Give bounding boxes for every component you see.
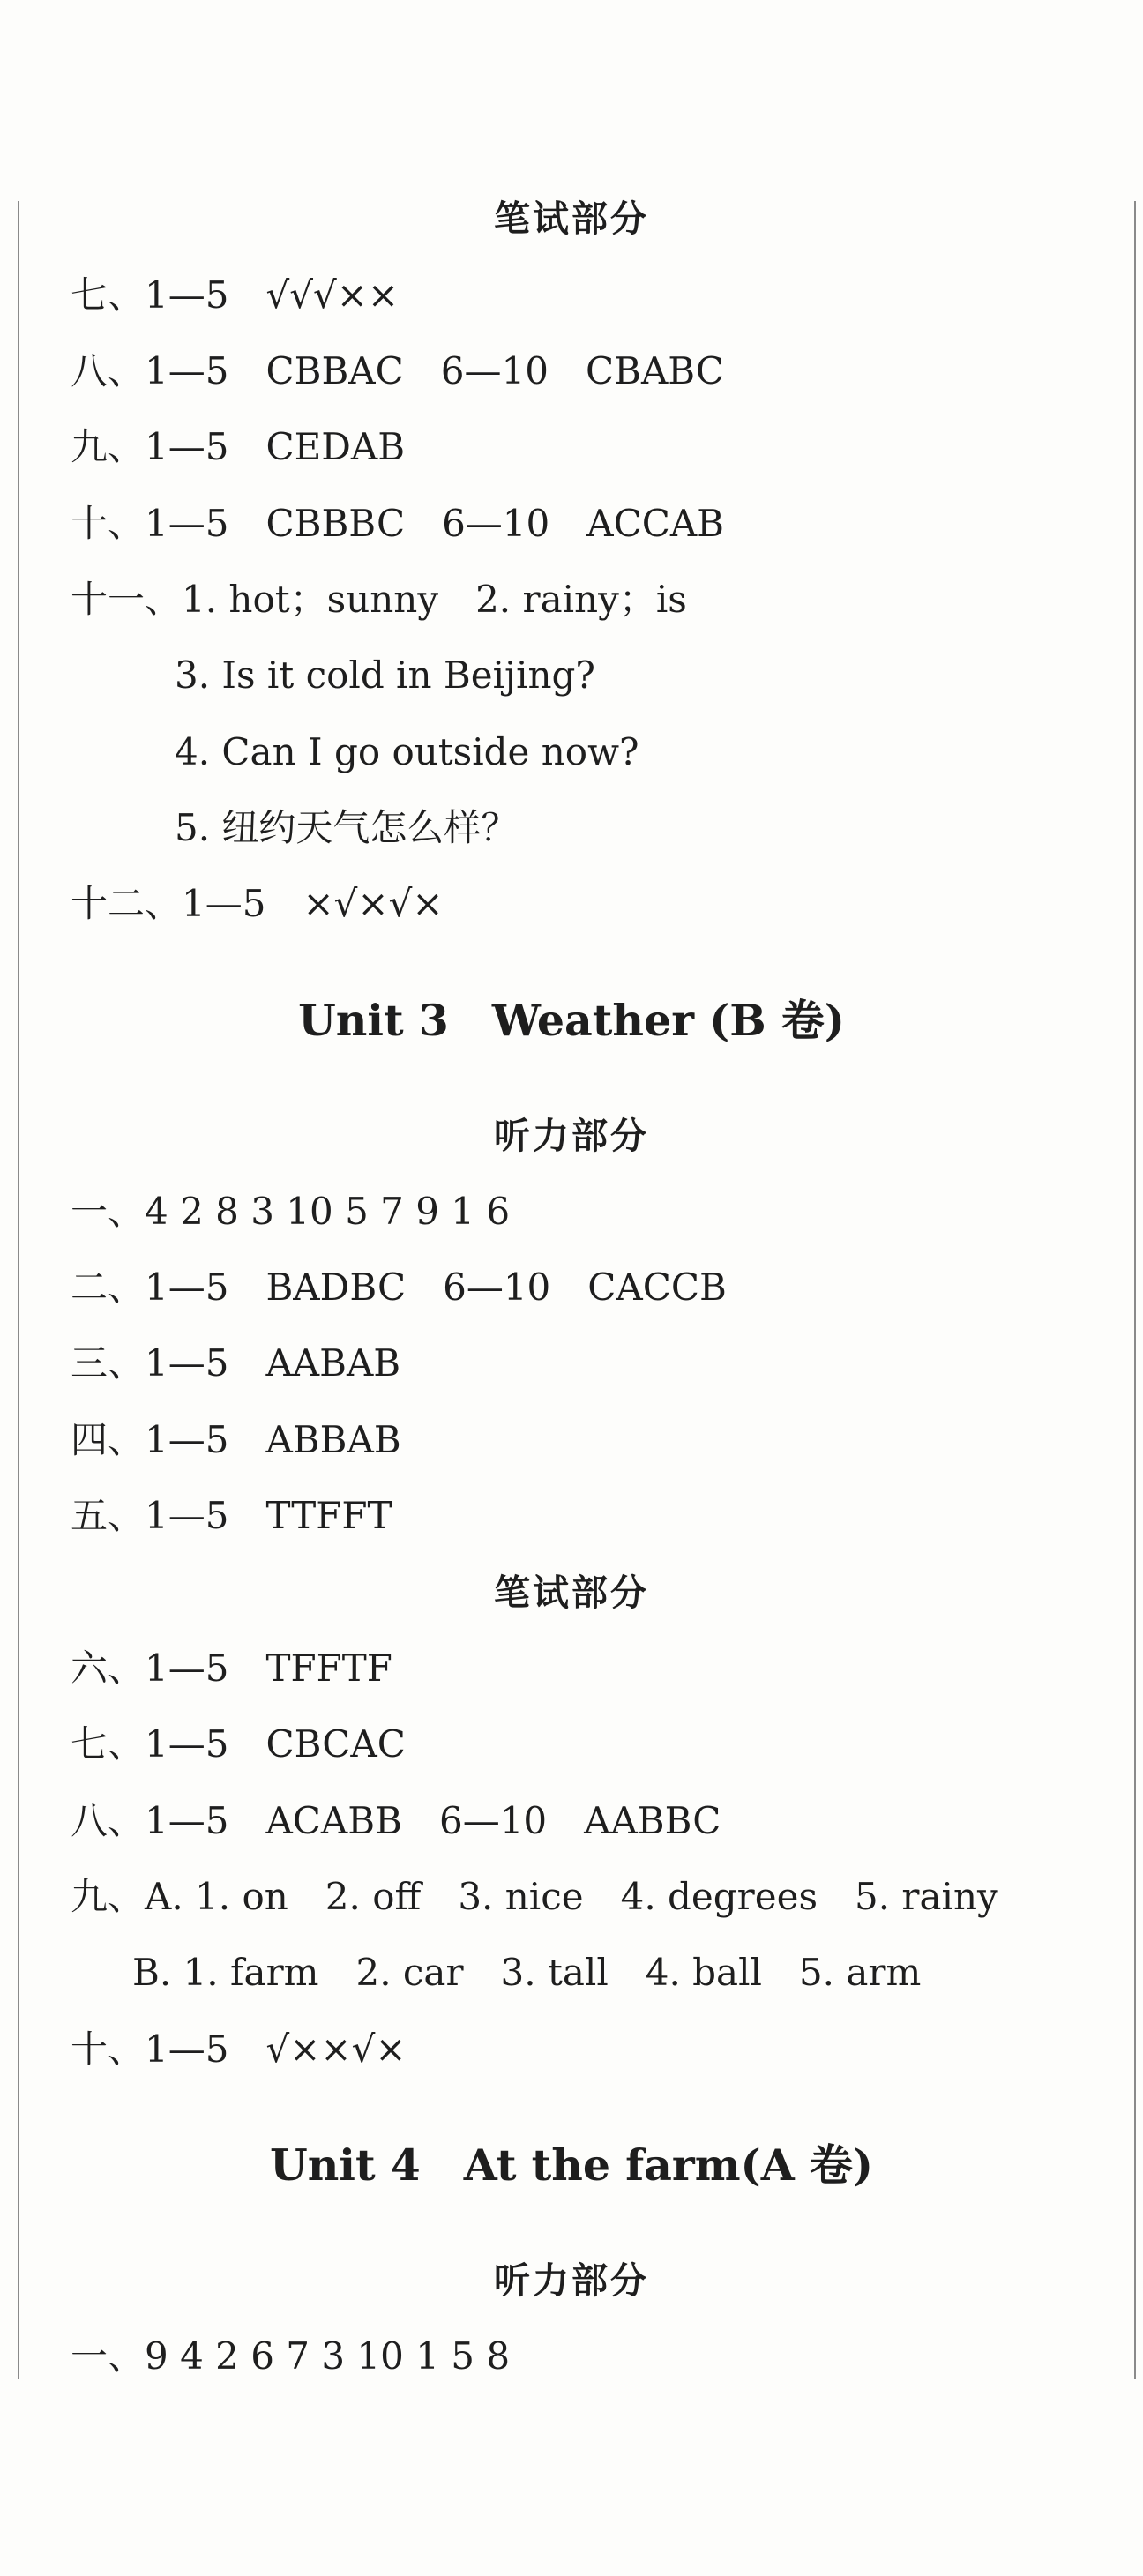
section-heading-written: 笔试部分: [494, 1572, 649, 1614]
answer-line: 5. 纽约天气怎么样？: [175, 806, 519, 849]
answer-line: 五、1—5 TTFFT: [71, 1494, 392, 1537]
answer-line: 二、1—5 BADBC 6—10 CACCB: [71, 1266, 727, 1309]
answer-line: 三、1—5 AABAB: [71, 1341, 401, 1385]
unit-title: Unit 4 At the farm(A 卷): [269, 2139, 874, 2191]
answer-line: 十二、1—5 ×√×√×: [71, 882, 444, 925]
section-heading-written: 笔试部分: [494, 198, 649, 240]
answer-line: 七、1—5 CBCAC: [71, 1722, 406, 1766]
answer-line: 3. Is it cold in Beijing?: [175, 653, 595, 697]
answer-line: 十、1—5 √××√×: [71, 2027, 407, 2071]
left-margin-rule: [18, 201, 19, 2379]
section-heading-listening: 听力部分: [494, 1115, 649, 1157]
answer-line: 一、4 2 8 3 10 5 7 9 1 6: [71, 1190, 511, 1233]
answer-line: 七、1—5 √√√××: [71, 273, 400, 317]
answer-line: B. 1. farm 2. car 3. tall 4. ball 5. arm: [132, 1951, 922, 1994]
answer-line: 四、1—5 ABBAB: [71, 1418, 401, 1461]
answer-line: 一、9 4 2 6 7 3 10 1 5 8: [71, 2334, 511, 2378]
answer-line: 八、1—5 CBBAC 6—10 CBABC: [71, 349, 725, 392]
answer-line: 4. Can I go outside now?: [175, 730, 639, 773]
answer-line: 十一、1. hot；sunny 2. rainy；is: [71, 578, 687, 621]
answer-line: 十、1—5 CBBBC 6—10 ACCAB: [71, 502, 725, 545]
section-heading-listening: 听力部分: [494, 2259, 649, 2302]
answer-line: 九、1—5 CEDAB: [71, 425, 406, 468]
answer-line: 八、1—5 ACABB 6—10 AABBC: [71, 1799, 721, 1842]
answer-line: 九、A. 1. on 2. off 3. nice 4. degrees 5. rainy: [71, 1875, 998, 1918]
right-margin-rule: [1134, 201, 1136, 2379]
unit-title: Unit 3 Weather (B 卷): [298, 995, 845, 1046]
answer-line: 六、1—5 TFFTF: [71, 1646, 392, 1690]
